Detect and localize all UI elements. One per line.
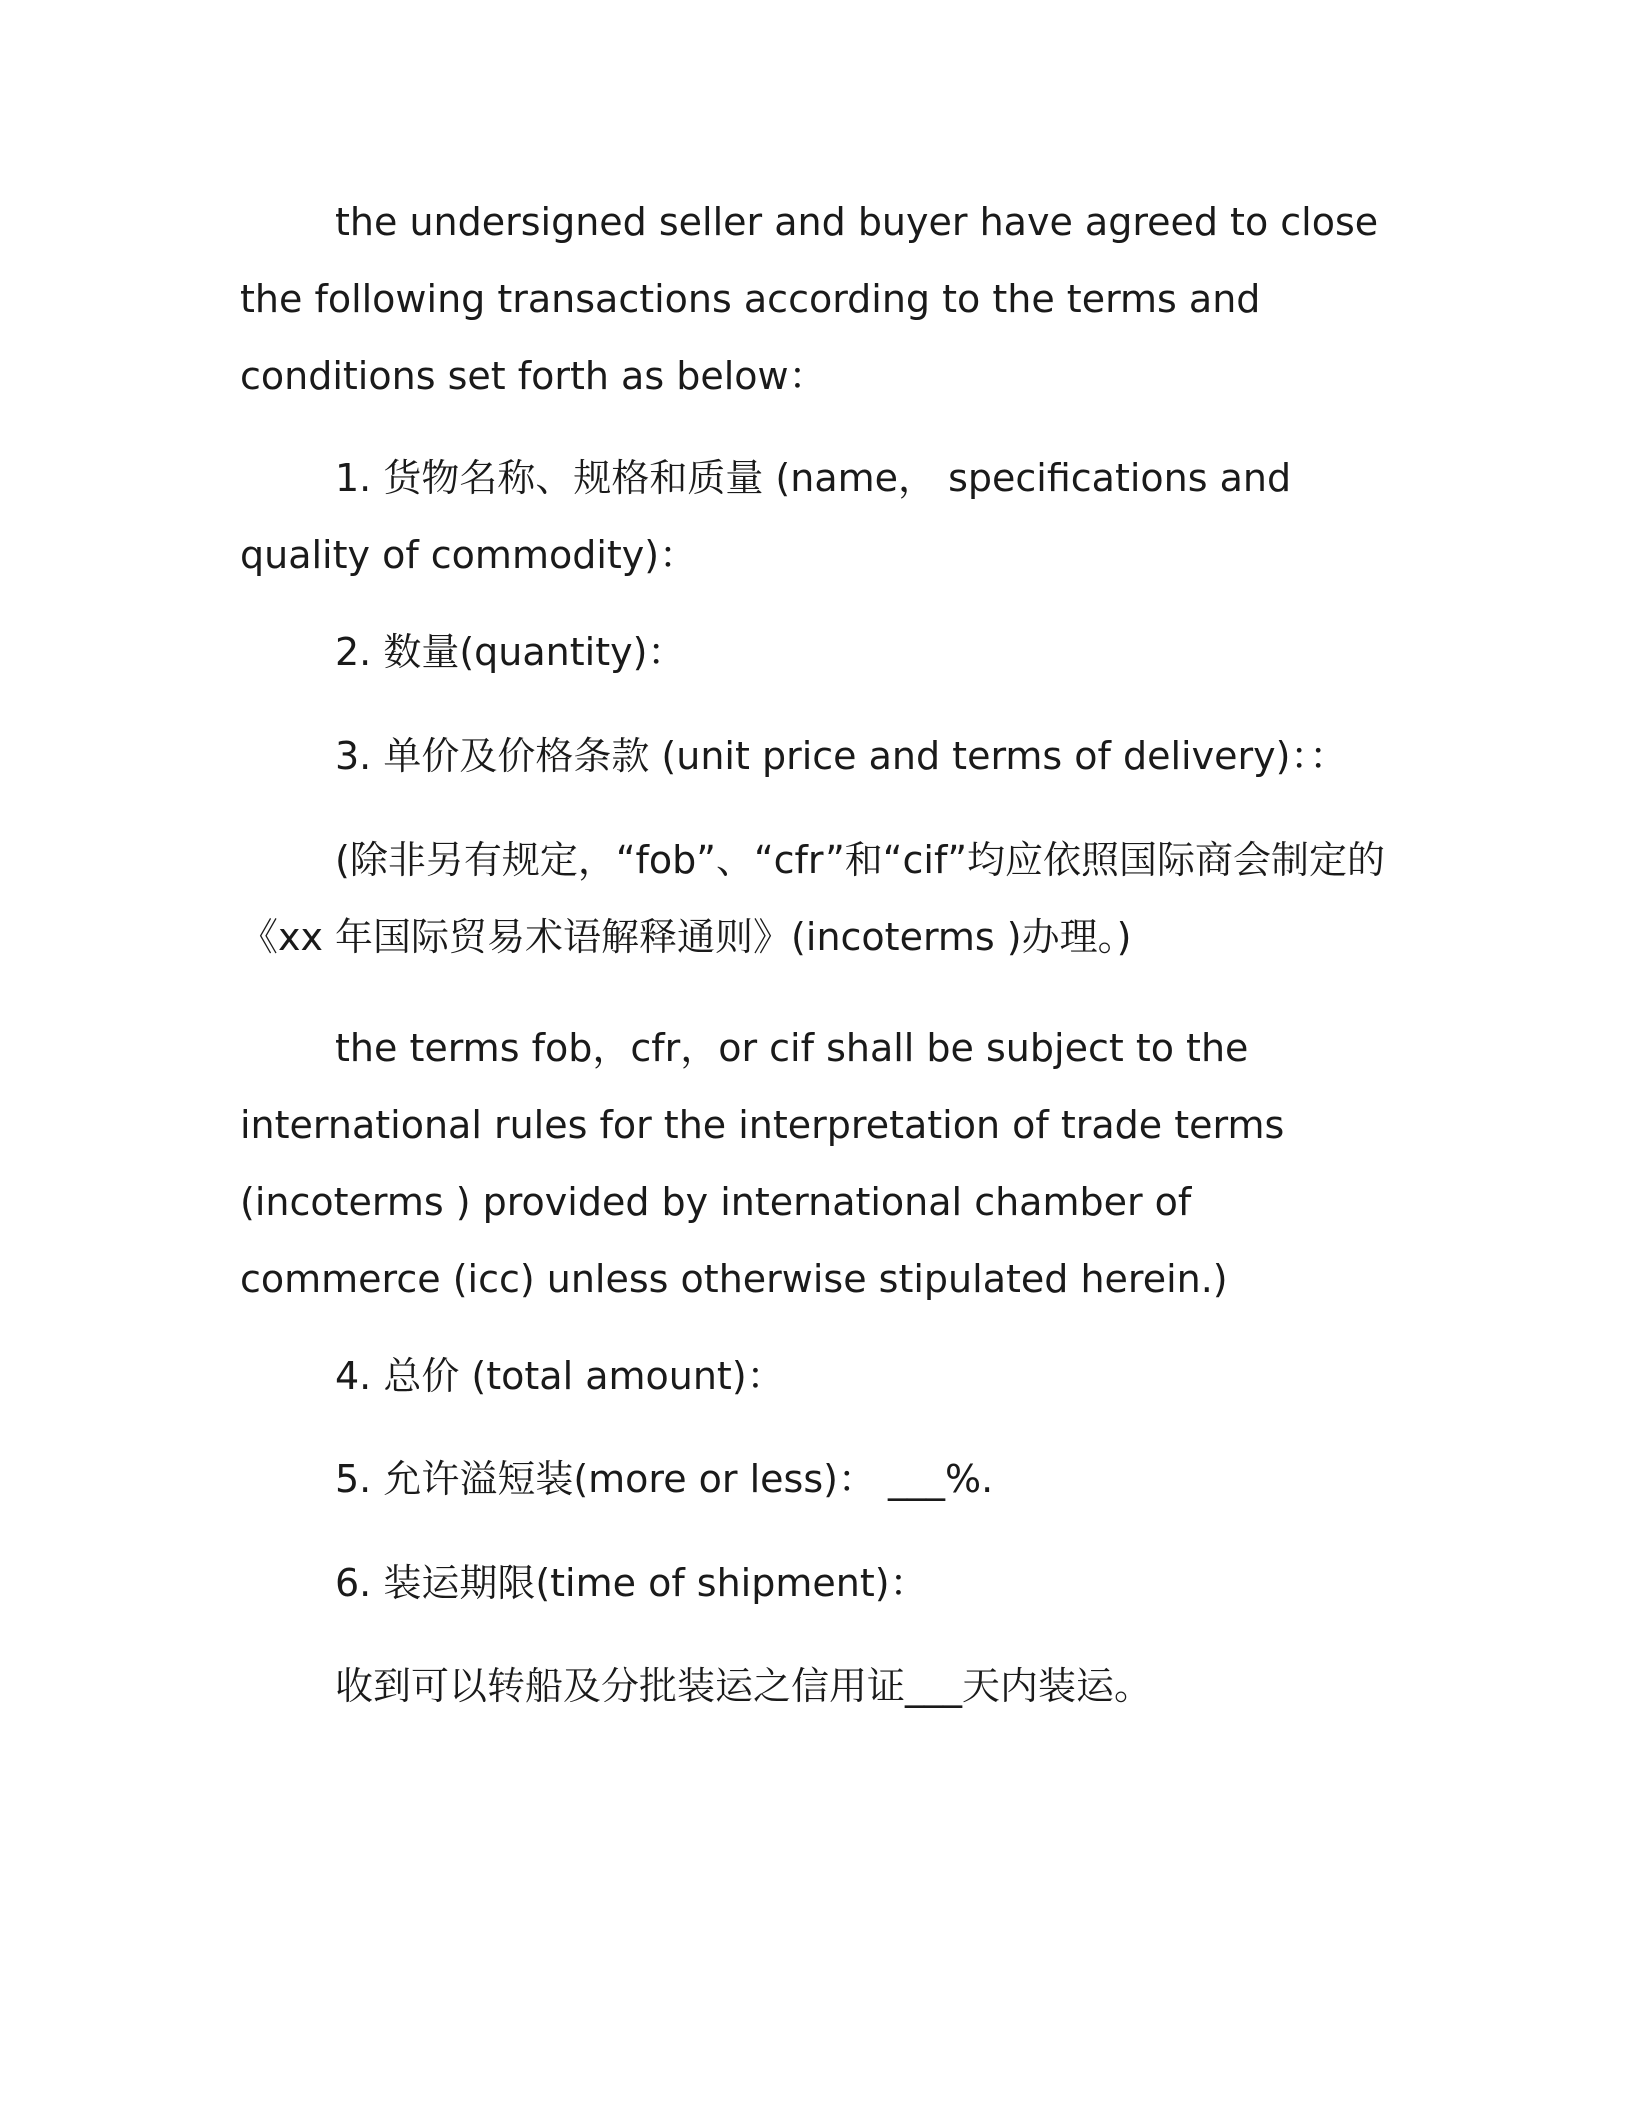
clause-6-time-of-shipment: 6. 装运期限(time of shipment)： xyxy=(335,1561,928,1605)
trade-terms-note-english: the terms fob，cfr，or cif shall be subject to the international rules for the interpretation of trade terms (incoterms ) provided by international chamber of commerce (icc) unless otherwise stipulated herein.) xyxy=(240,1026,1285,1301)
intro-paragraph: the undersigned seller and buyer have agreed to close the following transactions according to the terms and conditions set forth as below： xyxy=(240,200,1379,398)
trade-terms-note-chinese: (除非另有规定，“fob”、“cfr”和“cif”均应依照国际商会制定的《xx 年国际贸易术语解释通则》(incoterms )办理。) xyxy=(240,838,1386,959)
clause-4-total-amount: 4. 总价 (total amount)： xyxy=(335,1354,785,1398)
shipment-note: 收到可以转船及分批装运之信用证___天内装运。 xyxy=(335,1664,1153,1708)
clause-3-unit-price: 3. 单价及价格条款 (unit price and terms of delivery)：： xyxy=(335,734,1348,778)
clause-2-quantity: 2. 数量(quantity)： xyxy=(335,630,686,674)
clause-5-more-or-less: 5. 允许溢短装(more or less)： ___%. xyxy=(335,1457,994,1501)
clause-1-commodity: 1. 货物名称、规格和质量 (name， specifications and quality of commodity)： xyxy=(240,456,1292,577)
